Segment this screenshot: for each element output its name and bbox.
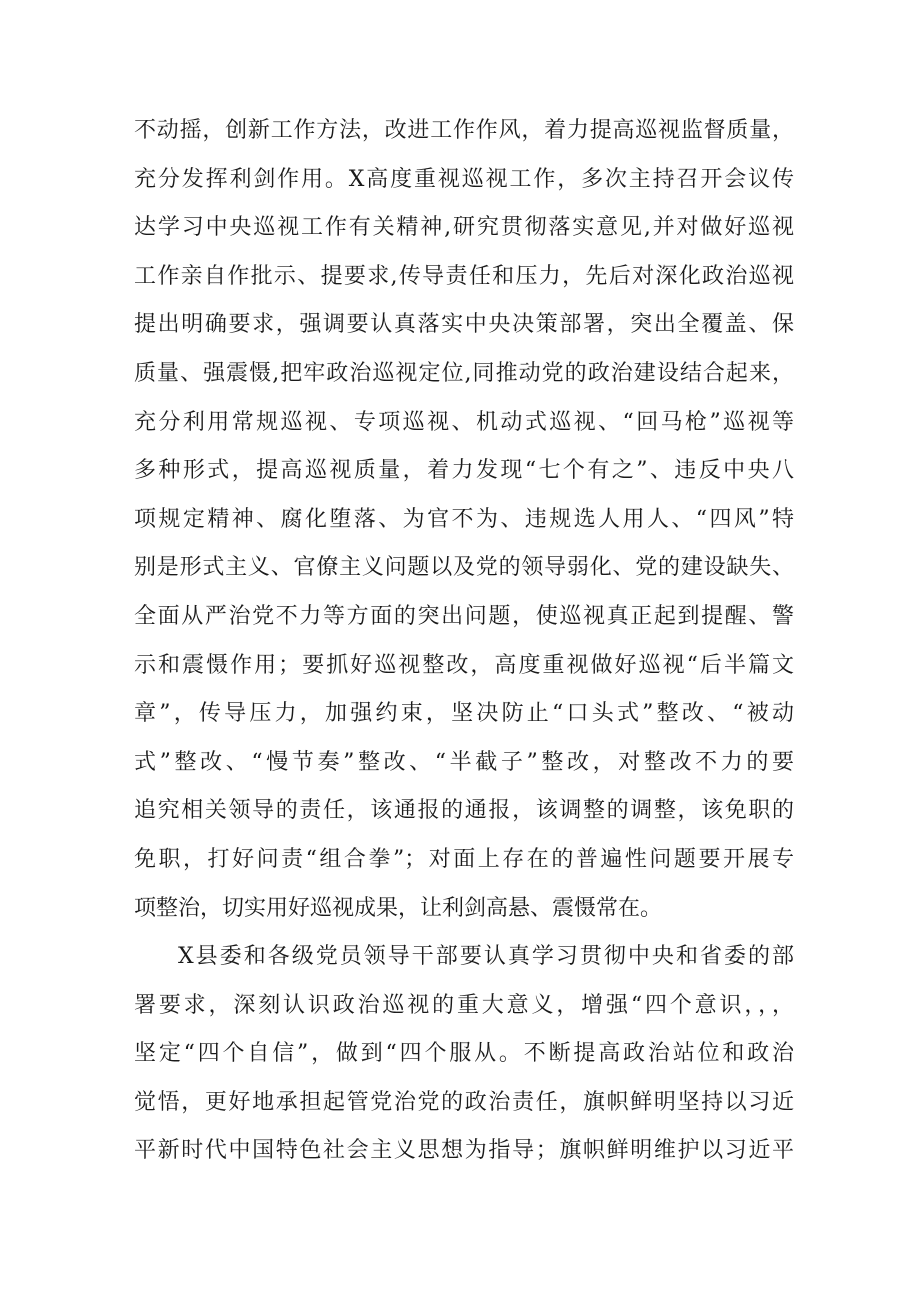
text-line: 多种形式，提高巡视质量，着力发现“七个有之”、违反中央八 — [134, 458, 794, 484]
text-line: 觉悟，更好地承担起管党治党的政治责任，旗帜鲜明坚持以习近 — [134, 1089, 794, 1115]
text-line: 充分利用常规巡视、专项巡视、机动式巡视、“回马枪”巡视等 — [134, 409, 794, 435]
text-line: 章”，传导压力，加强约束，坚决防止“口头式”整改、“被动 — [134, 701, 794, 727]
text-line: 质量、强震慑,把牢政治巡视定位,同推动党的政治建设结合起来， — [134, 360, 794, 386]
text-line: X县委和各级党员领导干部要认真学习贯彻中央和省委的部 — [178, 944, 794, 970]
text-line: 式”整改、“慢节奏”整改、“半截子”整改，对整改不力的要 — [134, 749, 794, 775]
text-line: 工作亲自作批示、提要求,传导责任和压力，先后对深化政治巡视 — [134, 263, 794, 289]
text-line: 项规定精神、腐化堕落、为官不为、违规选人用人、“四风”特 — [134, 506, 794, 532]
text-line: 项整治，切实用好巡视成果，让利剑高悬、震慑常在。 — [134, 895, 663, 921]
text-line: 署要求，深刻认识政治巡视的重大意义，增强“四个意识，，， — [134, 992, 794, 1018]
paragraph-1 — [134, 107, 794, 933]
text-line: 不动摇，创新工作方法，改进工作作风，着力提高巡视监督质量， — [134, 118, 794, 143]
text-line: 达学习中央巡视工作有关精神,研究贯彻落实意见,并对做好巡视 — [134, 215, 794, 241]
text-line: 充分发挥利剑作用。X高度重视巡视工作，多次主持召开会议传 — [134, 166, 794, 192]
text-line: 追究相关领导的责任，该通报的通报，该调整的调整，该免职的 — [134, 798, 794, 824]
document-body — [134, 107, 794, 1176]
text-line: 提出明确要求，强调要认真落实中央决策部署，突出全覆盖、保 — [134, 312, 794, 338]
text-line: 示和震慑作用；要抓好巡视整改，高度重视做好巡视“后半篇文 — [134, 652, 794, 678]
text-line: 平新时代中国特色社会主义思想为指导；旗帜鲜明维护以习近平 — [134, 1138, 794, 1164]
text-line: 全面从严治党不力等方面的突出问题，使巡视真正起到提醒、警 — [134, 603, 794, 629]
text-line: 坚定“四个自信”，做到“四个服从。不断提高政治站位和政治 — [134, 1041, 794, 1067]
paragraph-2 — [134, 933, 794, 1176]
text-line: 免职，打好问责“组合拳”；对面上存在的普遍性问题要开展专 — [134, 846, 794, 872]
text-line: 别是形式主义、官僚主义问题以及党的领导弱化、党的建设缺失、 — [134, 555, 794, 581]
